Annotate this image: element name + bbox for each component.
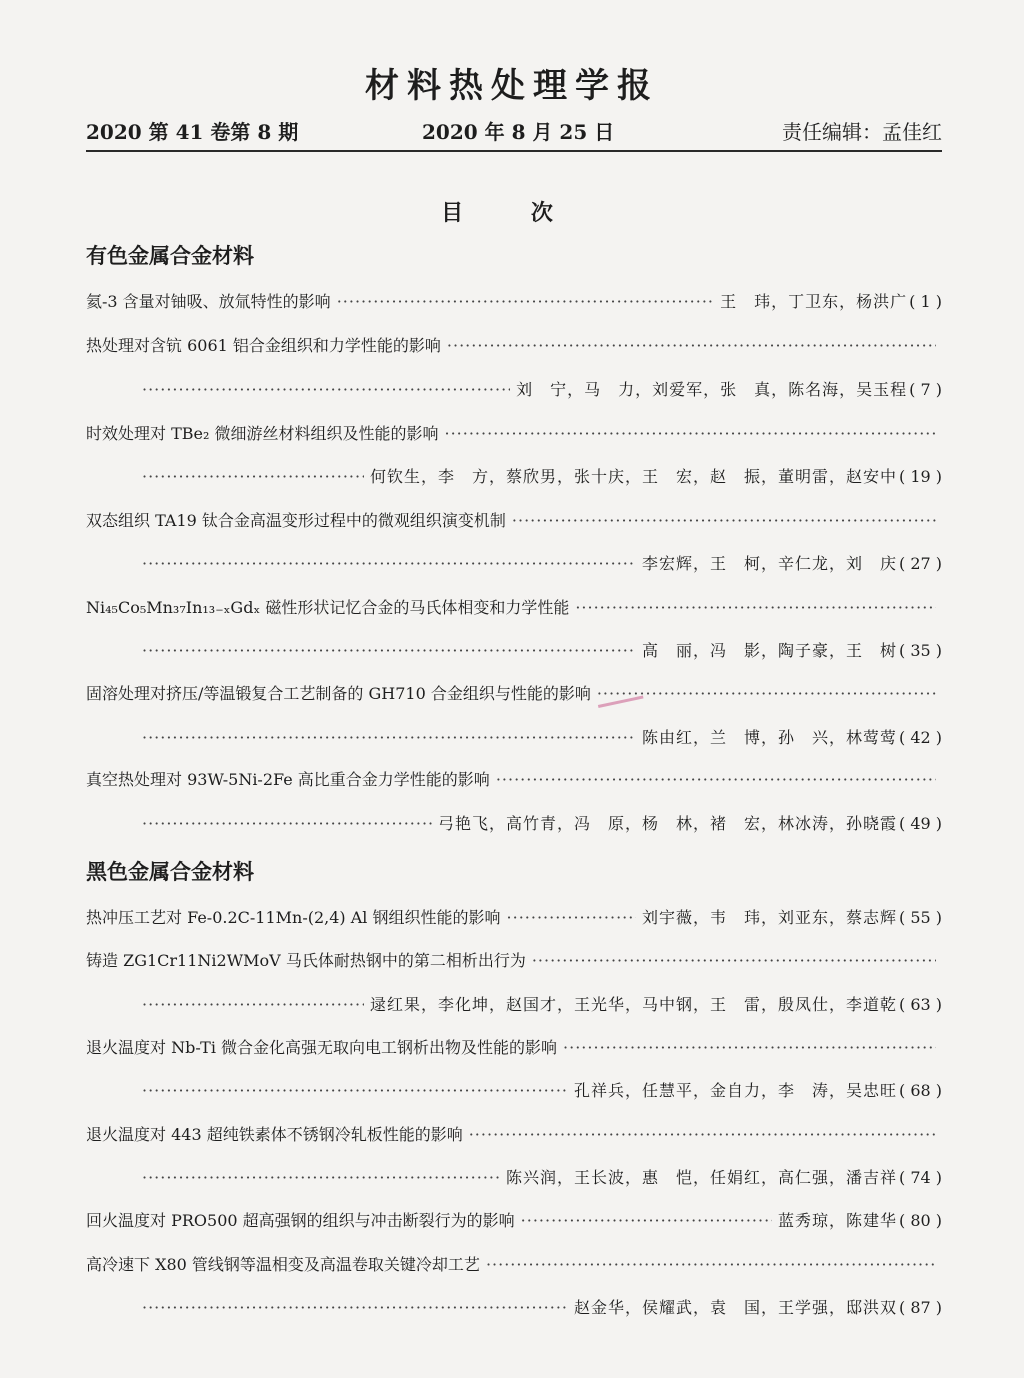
leader-dots (142, 641, 636, 660)
leader-dots (575, 598, 936, 617)
leader-dots (142, 728, 636, 747)
leader-dots (142, 1298, 568, 1317)
leader-dots (142, 380, 510, 399)
entry-page: ( 1 ) (909, 292, 942, 311)
entry-title: 真空热处理对 93W-5Ni-2Fe 高比重合金力学性能的影响 (86, 770, 490, 789)
toc-entry[interactable] (86, 948, 942, 974)
entry-page: ( 19 ) (898, 467, 942, 486)
toc-entry[interactable] (86, 421, 942, 447)
toc-entry-continuation (86, 811, 942, 837)
entry-title: 高冷速下 X80 管线钢等温相变及高温卷取关键冷却工艺 (86, 1255, 480, 1274)
leader-dots (142, 995, 364, 1014)
entry-authors: 刘宇薇，韦 玮，刘亚东，蔡志辉 (641, 908, 897, 927)
entry-page: ( 42 ) (898, 728, 942, 747)
leader-dots (521, 1211, 772, 1230)
toc-entry[interactable] (86, 905, 942, 931)
journal-title: 材料热处理学报 (365, 66, 659, 106)
toc-entry-continuation (86, 992, 942, 1018)
entry-title: 热冲压工艺对 Fe-0.2C-11Mn-(2,4) Al 钢组织性能的影响 (86, 908, 501, 927)
leader-dots (445, 424, 937, 443)
issue-number: 2020 第 41 卷第 8 期 (86, 120, 299, 144)
entry-title: 回火温度对 PRO500 超高强钢的组织与冲击断裂行为的影响 (86, 1211, 515, 1230)
entry-authors: 高 丽，冯 影，陶子豪，王 树 (641, 641, 897, 660)
toc-entry-continuation (86, 377, 942, 403)
entry-authors: 王 玮，丁卫东，杨洪广 (720, 292, 908, 311)
entry-page: ( 49 ) (898, 814, 942, 833)
entry-title: 热处理对含钪 6061 铝合金组织和力学性能的影响 (86, 336, 441, 355)
leader-dots (469, 1125, 936, 1144)
entry-authors: 陈由红，兰 博，孙 兴，林莺莺 (641, 728, 897, 747)
entry-title: 退火温度对 443 超纯铁素体不锈钢冷轧板性能的影响 (86, 1125, 463, 1144)
section-title-nonferrous: 有色金属合金材料 (86, 244, 254, 268)
toc-entry-continuation (86, 551, 942, 577)
entry-authors: 李宏辉，王 柯，辛仁龙，刘 庆 (641, 554, 897, 573)
responsible-editor: 责任编辑：孟佳红 (782, 120, 942, 144)
header-rule (86, 150, 942, 152)
entry-title: 双态组织 TA19 钛合金高温变形过程中的微观组织演变机制 (86, 511, 506, 530)
toc-entry-continuation (86, 725, 942, 751)
entry-title: Ni₄₅Co₅Mn₃₇In₁₃₋ₓGdₓ 磁性形状记忆合金的马氏体相变和力学性能 (86, 598, 570, 617)
toc-heading: 目 次 (441, 200, 583, 226)
toc-entry[interactable] (86, 595, 942, 621)
toc-entry[interactable] (86, 767, 942, 793)
entry-title: 氦-3 含量对铀吸、放氚特性的影响 (86, 292, 331, 311)
entry-authors: 赵金华，侯耀武，袁 国，王学强，邸洪双 (573, 1298, 897, 1317)
entry-authors: 蓝秀琼，陈建华 (777, 1211, 897, 1230)
entry-title: 退火温度对 Nb-Ti 微合金化高强无取向电工钢析出物及性能的影响 (86, 1038, 558, 1057)
leader-dots (142, 1081, 568, 1100)
entry-page: ( 27 ) (898, 554, 942, 573)
section-title-ferrous: 黑色金属合金材料 (86, 860, 254, 884)
entry-authors: 陈兴润，王长波，惠 恺，任娟红，高仁强，潘吉祥 (505, 1168, 897, 1187)
toc-entry[interactable] (86, 508, 942, 534)
toc-entry[interactable] (86, 333, 942, 359)
leader-dots (142, 467, 364, 486)
entry-authors: 弓艳飞，高竹青，冯 原，杨 林，褚 宏，林冰涛，孙晓霞 (437, 814, 897, 833)
issue-line (86, 116, 942, 148)
toc-entry[interactable] (86, 1208, 942, 1234)
issue-date: 2020 年 8 月 25 日 (422, 120, 615, 144)
toc-entry[interactable] (86, 1252, 942, 1278)
toc-entry-continuation (86, 1295, 942, 1321)
toc-entry[interactable] (86, 1035, 942, 1061)
entry-page: ( 63 ) (898, 995, 942, 1014)
entry-title: 铸造 ZG1Cr11Ni2WMoV 马氏体耐热钢中的第二相析出行为 (86, 951, 526, 970)
leader-dots (512, 511, 936, 530)
entry-page: ( 74 ) (898, 1168, 942, 1187)
leader-dots (337, 292, 714, 311)
toc-entry[interactable] (86, 1122, 942, 1148)
leader-dots (507, 908, 636, 927)
leader-dots (486, 1255, 936, 1274)
entry-authors: 何钦生，李 方，蔡欣男，张十庆，王 宏，赵 振，董明雷，赵安中 (369, 467, 897, 486)
entry-page: ( 68 ) (898, 1081, 942, 1100)
entry-title: 固溶处理对挤压/等温锻复合工艺制备的 GH710 合金组织与性能的影响 (86, 684, 591, 703)
toc-entry-continuation (86, 464, 942, 490)
entry-page: ( 80 ) (898, 1211, 942, 1230)
entry-authors: 刘 宁，马 力，刘爱军，张 真，陈名海，吴玉程 (516, 380, 908, 399)
leader-dots (447, 336, 936, 355)
entry-page: ( 87 ) (898, 1298, 942, 1317)
toc-entry-continuation (86, 1165, 942, 1191)
toc-entry-continuation (86, 638, 942, 664)
entry-authors: 孔祥兵，任慧平，金自力，李 涛，吴忠旺 (573, 1081, 897, 1100)
leader-dots (142, 554, 636, 573)
entry-page: ( 35 ) (898, 641, 942, 660)
entry-page: ( 55 ) (898, 908, 942, 927)
leader-dots (496, 770, 936, 789)
leader-dots (532, 951, 936, 970)
toc-entry[interactable] (86, 681, 942, 707)
leader-dots (563, 1038, 936, 1057)
toc-entry-continuation (86, 1078, 942, 1104)
leader-dots (142, 814, 432, 833)
entry-authors: 逯红果，李化坤，赵国才，王光华，马中钢，王 雷，殷凤仕，李道乾 (369, 995, 897, 1014)
toc-entry[interactable] (86, 289, 942, 315)
entry-title: 时效处理对 TBe₂ 微细游丝材料组织及性能的影响 (86, 424, 439, 443)
entry-page: ( 7 ) (909, 380, 942, 399)
leader-dots (142, 1168, 500, 1187)
leader-dots (597, 684, 936, 703)
